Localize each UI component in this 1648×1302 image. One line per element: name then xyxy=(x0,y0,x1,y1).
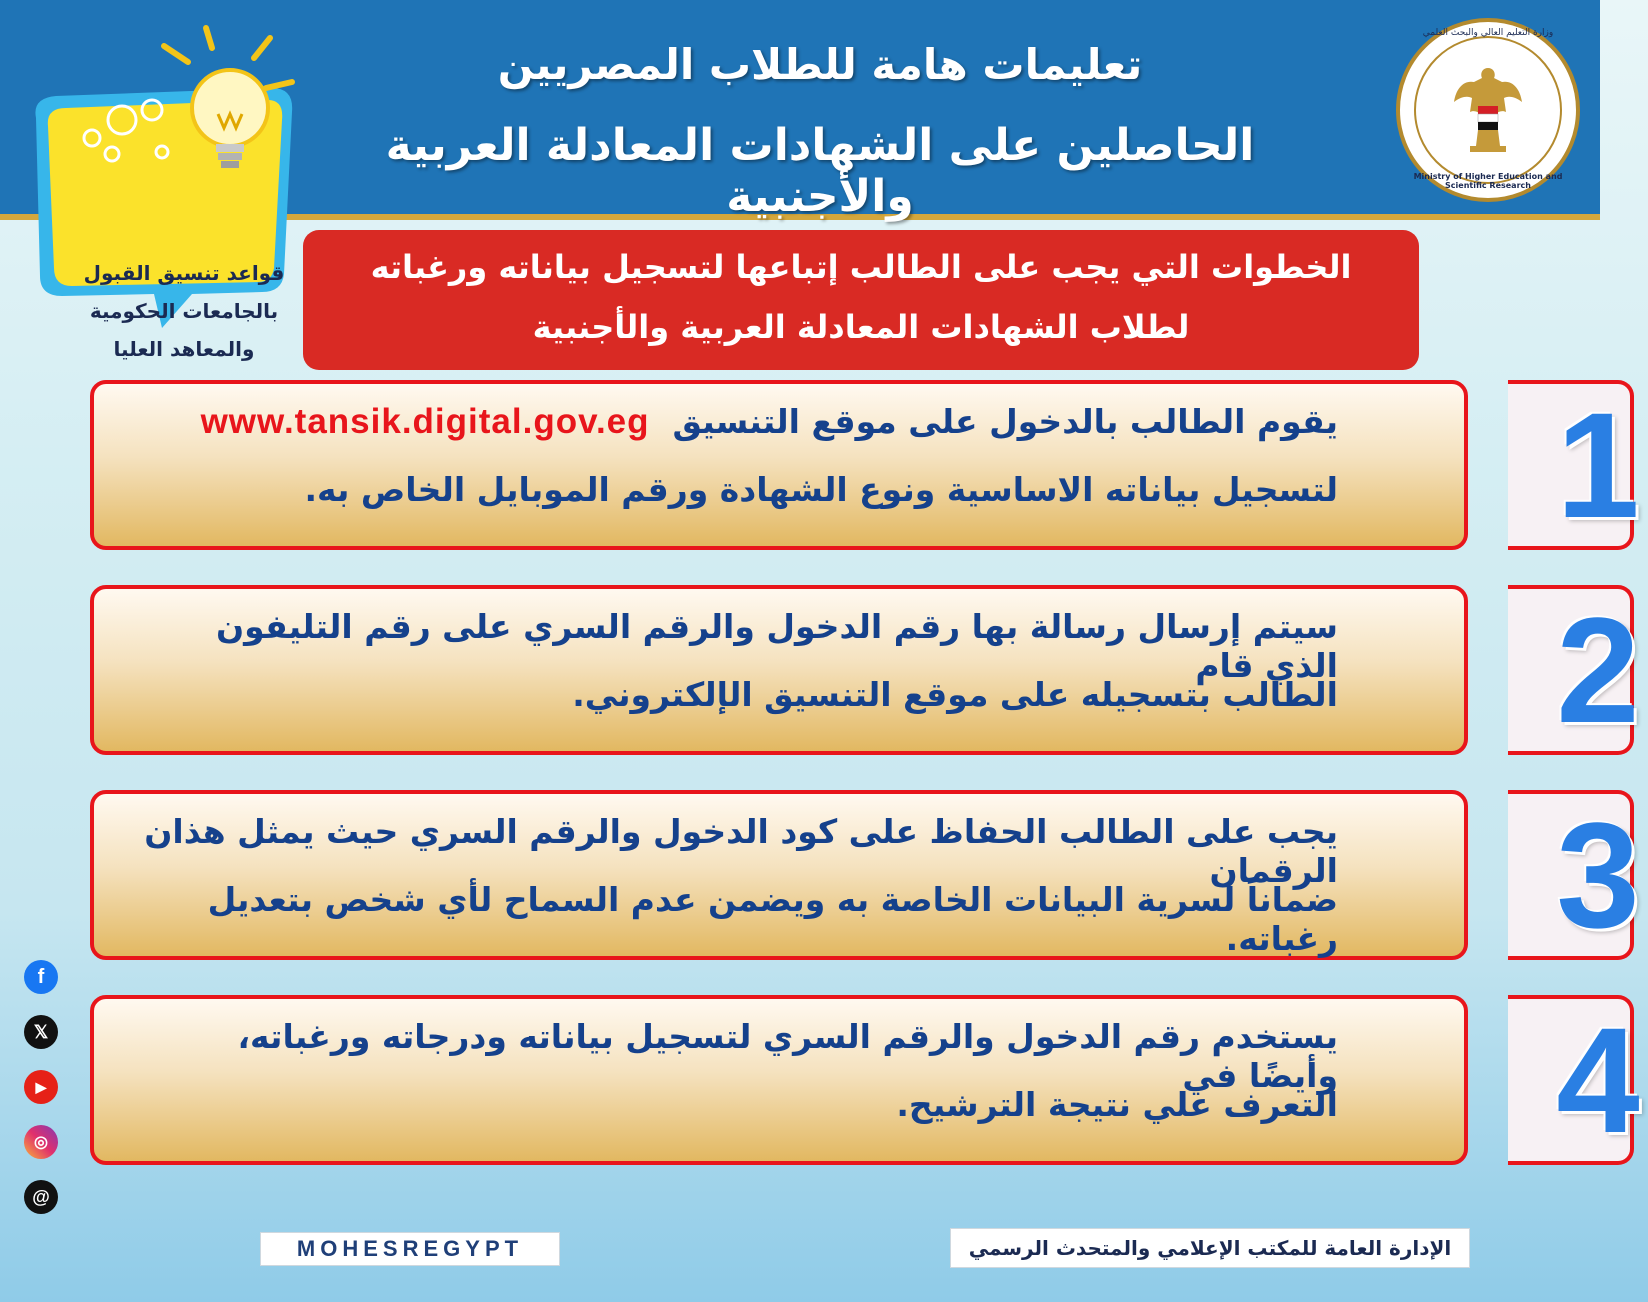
badge-text xyxy=(74,254,294,368)
step-number: 3 xyxy=(1556,791,1640,959)
tansik-website-link[interactable]: www.tansik.digital.gov.eg xyxy=(200,402,650,441)
light-bulb-icon xyxy=(148,28,298,178)
steps-banner-line2: لطلاب الشهادات المعادلة العربية والأجنبية xyxy=(532,308,1190,346)
step-text-line2: ضماناً لسرية البيانات الخاصة به ويضمن عدم السماح لأي شخص بتعديل رغباته. xyxy=(207,880,1338,958)
threads-icon[interactable]: @ xyxy=(24,1180,58,1214)
step-text-line1: يجب على الطالب الحفاظ على كود الدخول والرقم السري حيث يمثل هذان الرقمان xyxy=(144,812,1338,890)
social-links xyxy=(24,960,64,1235)
steps-banner xyxy=(303,230,1419,370)
step-text-line2: الطالب بتسجيله على موقع التنسيق الإلكتروني. xyxy=(572,675,1338,714)
header-title-line1: تعليمات هامة للطلاب المصريين xyxy=(497,40,1143,89)
media-office-label: الإدارة العامة للمكتب الإعلامي والمتحدث الرسمي xyxy=(950,1228,1470,1268)
facebook-icon[interactable]: f xyxy=(24,960,58,994)
step-text-line1: يستخدم رقم الدخول والرقم السري لتسجيل بياناته ودرجاته ورغباته، وأيضًا في xyxy=(237,1017,1338,1095)
x-icon[interactable]: 𝕏 xyxy=(24,1015,58,1049)
step-number: 1 xyxy=(1556,381,1640,549)
admission-rules-badge xyxy=(22,78,302,361)
step-text-line1: سيتم إرسال رسالة بها رقم الدخول والرقم السري على رقم التليفون الذي قام xyxy=(216,607,1338,685)
step-number: 4 xyxy=(1556,996,1640,1164)
youtube-icon[interactable]: ▶ xyxy=(24,1070,58,1104)
social-handle: MOHESREGYPT xyxy=(260,1232,560,1266)
step-card-3 xyxy=(90,790,1640,960)
step-text-line2: التعرف علي نتيجة الترشيح. xyxy=(896,1085,1338,1124)
step-card-4 xyxy=(90,995,1640,1165)
step-card-2 xyxy=(90,585,1640,755)
step-text-line1-content: يقوم الطالب بالدخول على موقع التنسيق xyxy=(672,402,1338,441)
step-text-line1 xyxy=(138,402,1338,442)
ministry-logo xyxy=(1396,18,1580,202)
badge-line3: والمعاهد العليا xyxy=(113,337,255,361)
header-title-line2: الحاصلين على الشهادات المعادلة العربية والأجنبية xyxy=(385,120,1255,222)
badge-line1: قواعد تنسيق القبول xyxy=(83,261,285,285)
logo-arabic-text: وزارة التعليم العالي والبحث العلمي xyxy=(1422,28,1554,38)
logo-english-text: Ministry of Higher Education and Scientific Research xyxy=(1413,172,1563,190)
eagle-emblem-icon xyxy=(1452,62,1524,154)
step-card-1 xyxy=(90,380,1640,550)
step-text-line2: لتسجيل بياناته الاساسية ونوع الشهادة ورقم الموبايل الخاص به. xyxy=(304,470,1338,509)
badge-line2: بالجامعات الحكومية xyxy=(89,299,279,323)
steps-banner-line1: الخطوات التي يجب على الطالب إتباعها لتسجيل بياناته ورغباته xyxy=(370,248,1352,286)
instagram-icon[interactable]: ◎ xyxy=(24,1125,58,1159)
step-number: 2 xyxy=(1556,586,1640,754)
